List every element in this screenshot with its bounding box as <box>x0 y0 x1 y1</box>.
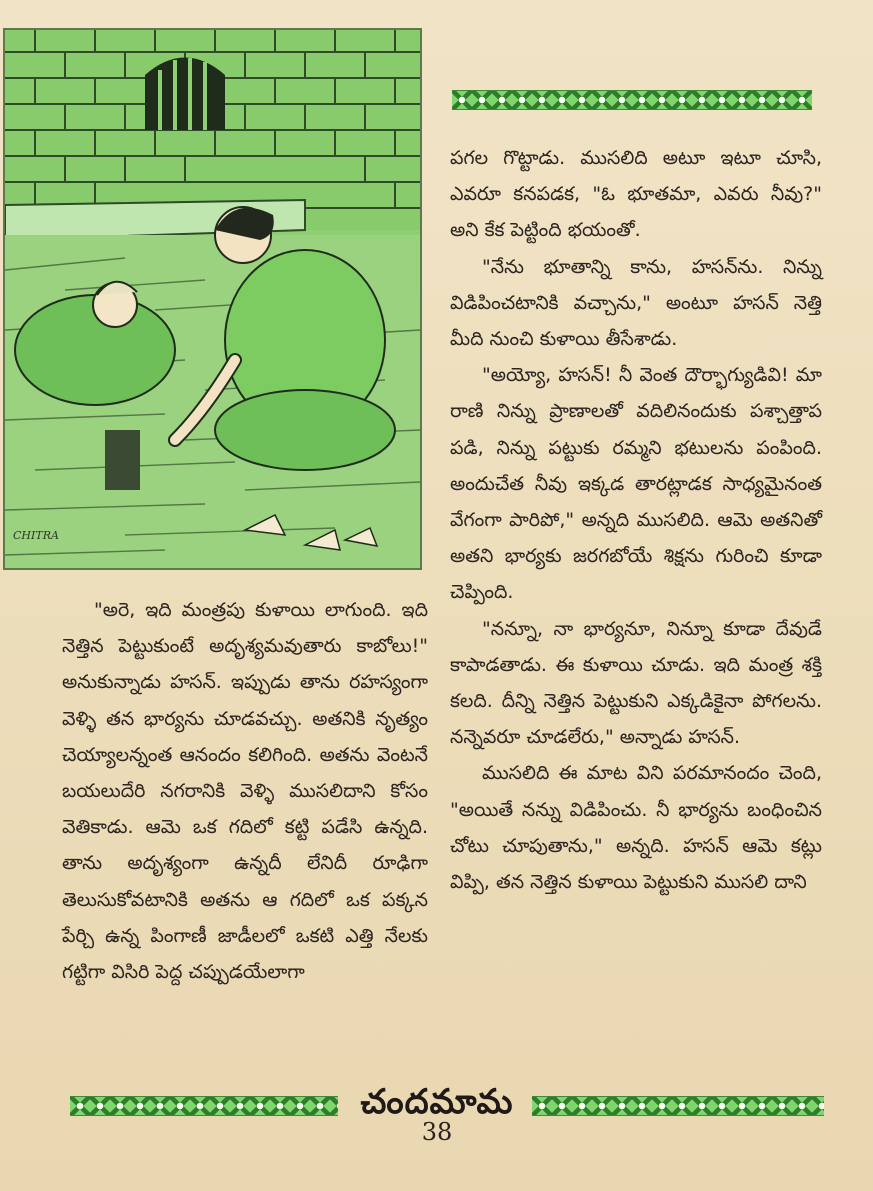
paragraph: పగల గొట్టాడు. ముసలిది అటూ ఇటూ చూసి, ఎవరూ కనపడక, "ఓ భూతమా, ఎవరు నీవు?" అని కేక పెట్టింది భయంతో. <box>450 147 822 242</box>
paragraph: "అరె, ఇది మంత్రపు కుళాయి లాగుంది. ఇది నెత్తిన పెట్టుకుంటే అదృశ్యమవుతారు కాబోలు!" అనుకున్నాడు హసన్. ఇప్పుడు తాను రహస్యంగా వెళ్ళి తన భార్యను చూడవచ్చు. అతనికి నృత్యం చెయ్యాలన్నంత ఆనందం కలిగింది. అతను వెంటనే బయలుదేరి నగరానికి వెళ్ళి ముసలిదాని కోసం వెతికాడు. ఆమె ఒక గదిలో కట్టి పడేసి ఉన్నది. తాను అదృశ్యంగా ఉన్నదీ లేనిదీ రూఢిగా తెలుసుకోవటానికి అతను ఆ గదిలో ఒక పక్కన పేర్చి ఉన్న పింగాణీ జాడీలలో ఒకటి ఎత్తి నేలకు గట్టిగా విసిరి పెద్ద చప్పుడయేలాగా <box>62 599 428 984</box>
illustration-drawing <box>5 30 420 568</box>
paragraph: ముసలిది ఈ మాట విని పరమానందం చెంది, "అయితే నన్ను విడిపించు. నీ భార్యను బంధించిన చోటు చూపుతాను," అన్నది. హసన్ ఆమె కట్లు విప్పి, తన నెత్తిన కుళాయి పెట్టుకుని ముసలి దాని <box>450 762 822 894</box>
page-number: 38 <box>421 1118 453 1146</box>
story-illustration <box>3 28 422 570</box>
ornament-border-top <box>452 90 812 110</box>
artist-signature: CHITRA <box>13 529 59 542</box>
ornament-border-bottom-right <box>532 1096 824 1116</box>
story-column-left <box>62 592 428 990</box>
paragraph: "నన్నూ, నా భార్యనూ, నిన్నూ కూడా దేవుడే కాపాడతాడు. ఈ కుళాయి చూడు. ఇది మంత్ర శక్తి కలది. దీన్ని నెత్తిన పెట్టుకుని ఎక్కడికైనా పోగలను. నన్నెవరూ చూడలేరు," అన్నాడు హసన్. <box>450 617 822 749</box>
paragraph: "అయ్యో, హసన్! నీ వెంత దౌర్భాగ్యుడివి! మా రాణి నిన్ను ప్రాణాలతో వదిలినందుకు పశ్చాత్తాప పడి, నిన్ను పట్టుకు రమ్మని భటులను పంపింది. అందుచేత నీవు ఇక్కడ తారట్లాడక సాధ్యమైనంత వేగంగా పారిపో," అన్నది ముసలిది. ఆమె అతనితో అతని భార్యకు జరగబోయే శిక్షను గురించి కూడా చెప్పింది. <box>450 364 822 604</box>
magazine-name: చందమామ <box>360 1082 514 1122</box>
ornament-border-bottom-left <box>70 1096 338 1116</box>
story-column-right <box>450 140 822 900</box>
paragraph: "నేను భూతాన్ని కాను, హసన్‌ను. నిన్ను విడిపించటానికి వచ్చాను," అంటూ హసన్ నెత్తి మీది నుంచి కుళాయి తీసేశాడు. <box>450 255 822 351</box>
